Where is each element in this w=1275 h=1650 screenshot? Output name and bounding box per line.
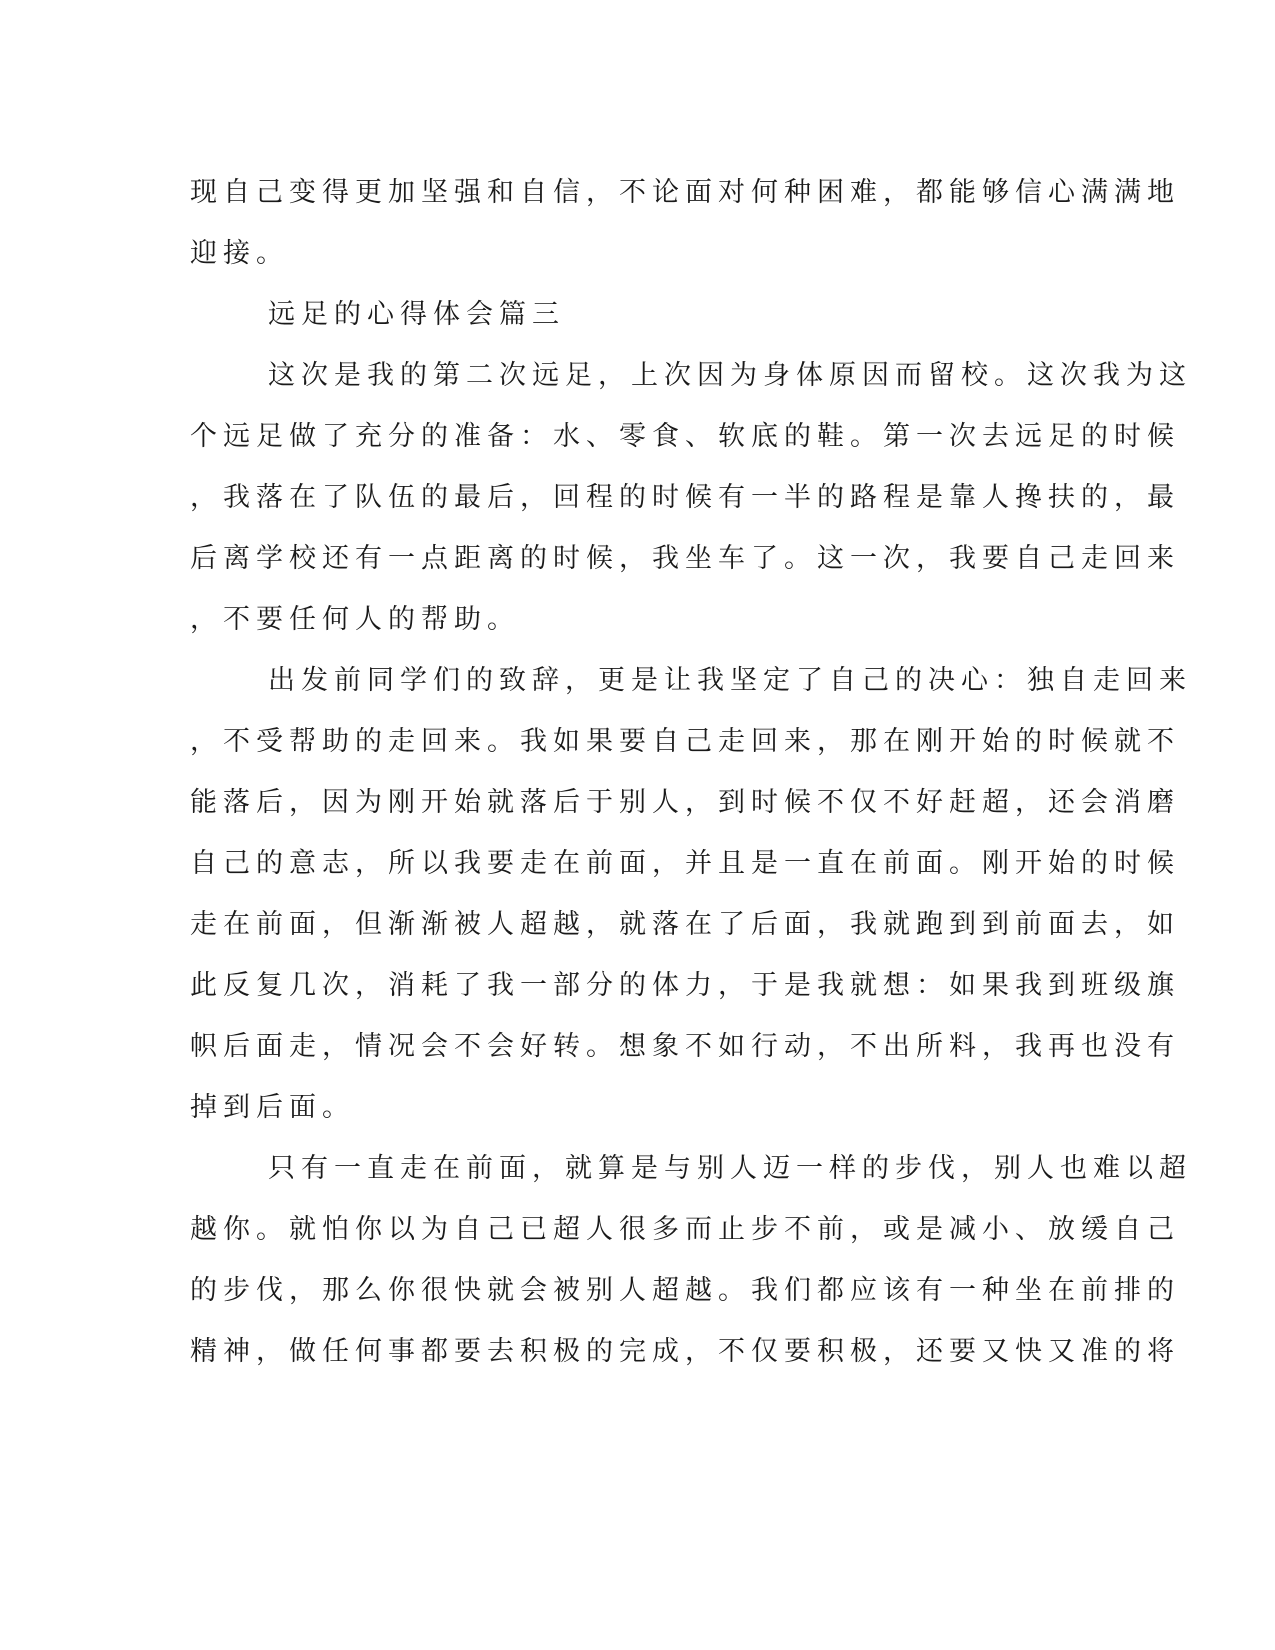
text-line: 只有一直走在前面，就算是与别人迈一样的步伐，别人也难以超: [268, 1153, 1192, 1184]
text-line: 个远足做了充分的准备：水、零食、软底的鞋。第一次去远足的时候: [190, 421, 1180, 452]
text-line: 帜后面走，情况会不会好转。想象不如行动，不出所料，我再也没有: [190, 1031, 1180, 1062]
text-line: 现自己变得更加坚强和自信，不论面对何种困难，都能够信心满满地: [190, 177, 1180, 208]
text-line: 此反复几次，消耗了我一部分的体力，于是我就想：如果我到班级旗: [190, 970, 1180, 1001]
text-line: 能落后，因为刚开始就落后于别人，到时候不仅不好赶超，还会消磨: [190, 787, 1180, 818]
text-line: 迎接。: [190, 238, 289, 269]
section-heading: 远足的心得体会篇三: [268, 299, 565, 330]
text-line: 掉到后面。: [190, 1092, 355, 1123]
text-line: 后离学校还有一点距离的时候，我坐车了。这一次，我要自己走回来: [190, 543, 1180, 574]
text-line: ，不受帮助的走回来。我如果要自己走回来，那在刚开始的时候就不: [190, 726, 1180, 757]
text-line: 精神，做任何事都要去积极的完成，不仅要积极，还要又快又准的将: [190, 1336, 1180, 1367]
text-line: 的步伐，那么你很快就会被别人超越。我们都应该有一种坐在前排的: [190, 1275, 1180, 1306]
text-line: ，我落在了队伍的最后，回程的时候有一半的路程是靠人搀扶的，最: [190, 482, 1180, 513]
text-line: 走在前面，但渐渐被人超越，就落在了后面，我就跑到到前面去，如: [190, 909, 1180, 940]
text-line: 自己的意志，所以我要走在前面，并且是一直在前面。刚开始的时候: [190, 848, 1180, 879]
text-line: 出发前同学们的致辞，更是让我坚定了自己的决心：独自走回来: [268, 665, 1192, 696]
document-body: [190, 162, 1192, 1382]
text-line: 越你。就怕你以为自己已超人很多而止步不前，或是减小、放缓自己: [190, 1214, 1180, 1245]
text-line: ，不要任何人的帮助。: [190, 604, 520, 635]
text-line: 这次是我的第二次远足，上次因为身体原因而留校。这次我为这: [268, 360, 1192, 391]
